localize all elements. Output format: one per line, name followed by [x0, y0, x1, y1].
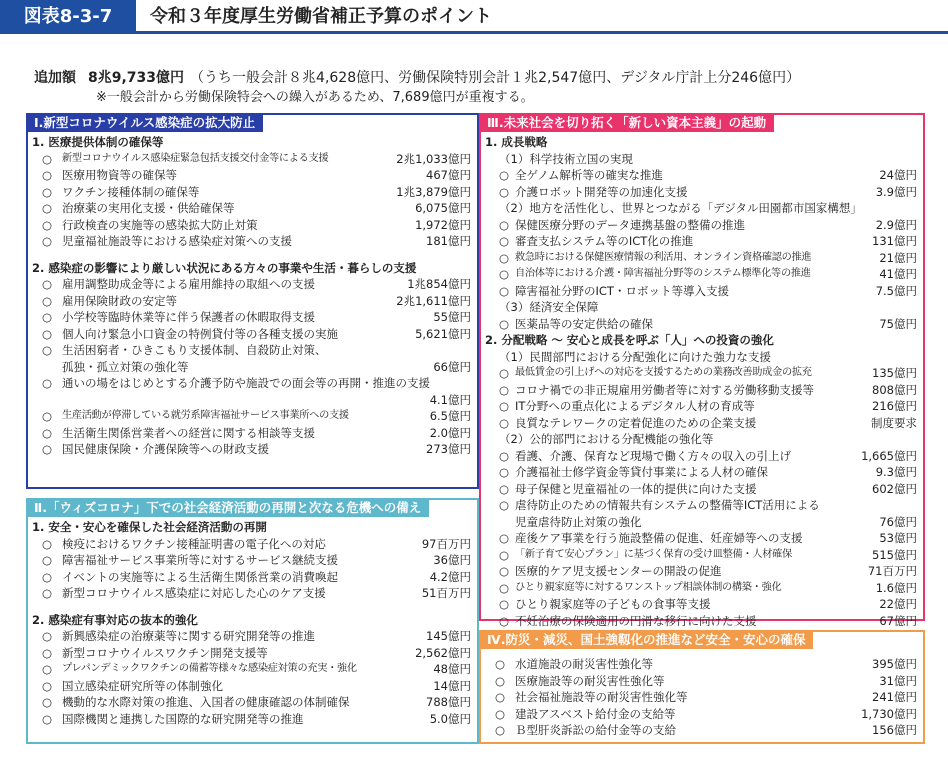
- item-amount: 6,075億円: [415, 201, 471, 215]
- item-amount: 145億円: [426, 629, 471, 643]
- item-text: 生産活動が停滞している就労系障害福祉サービス事業所への支援: [62, 410, 349, 421]
- item-amount: 7.5億円: [875, 283, 917, 298]
- subsection-heading: 2. 感染症の影響により厳しい状況にある方々の事業や生活・暮らしの支援: [32, 260, 417, 275]
- bullet-icon: ○: [42, 151, 53, 166]
- list-item: [32, 661, 471, 678]
- list-item: [485, 596, 917, 613]
- item-amount: 55億円: [433, 310, 471, 324]
- item-text: 機動的な水際対策の推進、入国者の健康確認の体制確保: [62, 695, 350, 709]
- list-item: [32, 342, 471, 375]
- item-text: 雇用調整助成金等による雇用維持の取組への支援: [62, 277, 315, 291]
- bullet-icon: ○: [42, 168, 53, 182]
- subsection-heading: 1. 成長戦略: [485, 135, 548, 149]
- bullet-icon: ○: [42, 234, 53, 248]
- list-item: [485, 266, 917, 283]
- list-item: [485, 184, 917, 201]
- bullet-icon: ○: [499, 267, 510, 281]
- item-amount: 9.3億円: [875, 465, 917, 479]
- bullet-icon: ○: [42, 343, 53, 357]
- item-text: Ｂ型肝炎訴訟の給付金等の支給: [515, 723, 676, 737]
- sub-heading: （1）科学技術立国の実現: [499, 151, 633, 166]
- bullet-icon: ○: [499, 481, 510, 496]
- bullet-icon: ○: [42, 326, 53, 341]
- bullet-icon: ○: [42, 629, 53, 643]
- list-item: [485, 547, 917, 564]
- item-amount: 156億円: [872, 723, 917, 737]
- item-text: 建設アスベスト給付金の支給等: [515, 706, 676, 721]
- bullet-icon: ○: [499, 465, 510, 479]
- total-note: ※一般会計から労働保険特会への繰入があるため、7,689億円が重複する。: [96, 90, 534, 105]
- item-amount: 216億円: [872, 399, 917, 413]
- list-item: [32, 628, 471, 645]
- item-amount: 273億円: [426, 442, 471, 456]
- item-text: 介護福祉士修学資金等貸付事業による人材の確保: [515, 465, 768, 479]
- list-item: [32, 233, 471, 250]
- item-amount: 602億円: [872, 481, 917, 496]
- item-text: 社会福祉施設等の耐災害性強化等: [515, 690, 688, 704]
- item-amount: 36億円: [433, 553, 471, 567]
- item-text: 母子保健と児童福祉の一体的提供に向けた支援: [515, 481, 757, 496]
- list-item: [485, 398, 917, 415]
- item-amount: 14億円: [433, 678, 471, 693]
- bullet-icon: ○: [42, 695, 53, 709]
- item-text: 介護ロボット開発等の加速化支援: [515, 184, 688, 199]
- bullet-icon: ○: [495, 723, 506, 737]
- bullet-icon: ○: [499, 283, 510, 298]
- item-text: プレパンデミックワクチンの備蓄等様々な感染症対策の充実・強化: [62, 663, 357, 674]
- item-amount: 71百万円: [867, 564, 917, 578]
- list-item: [32, 425, 471, 442]
- item-amount: 515億円: [872, 547, 917, 562]
- bullet-icon: ○: [42, 569, 53, 584]
- bullet-icon: ○: [42, 409, 53, 423]
- list-item: [32, 200, 471, 217]
- list-item: [32, 408, 471, 425]
- item-amount: 24億円: [879, 168, 917, 182]
- item-amount: 67億円: [879, 613, 917, 628]
- list-item: [32, 552, 471, 569]
- item-text: 「新子育て安心プラン」に基づく保育の受け皿整備・人材確保: [515, 548, 792, 560]
- item-amount: 1,730億円: [861, 706, 917, 721]
- item-text: イベントの実施等による生活衛生関係営業の消費喚起: [62, 569, 338, 584]
- bullet-icon: ○: [42, 293, 53, 308]
- item-amount: 788億円: [426, 695, 471, 709]
- subsection-heading: 2. 感染症有事対応の抜本的強化: [32, 612, 198, 627]
- list-item: [485, 167, 917, 184]
- item-amount: 51百万円: [421, 586, 471, 600]
- subsection-heading: 2. 分配戦略 ～ 安心と成長を呼ぶ「人」への投資の強化: [485, 333, 774, 347]
- bullet-icon: ○: [42, 645, 53, 660]
- item-amount: 1,665億円: [861, 448, 917, 463]
- item-text: 児童福祉施設等における感染症対策への支援: [62, 234, 292, 248]
- item-amount: 181億円: [426, 234, 471, 248]
- item-text: 国立感染症研究所等の体制強化: [62, 678, 223, 693]
- list-item: [32, 309, 471, 326]
- item-text: 障害福祉サービス事業所等に対するサービス継続支援: [62, 553, 338, 567]
- bullet-icon: ○: [499, 399, 510, 413]
- bullet-icon: ○: [499, 184, 510, 199]
- item-text: IT分野への重点化によるデジタル人材の育成等: [515, 399, 755, 413]
- list-item: [485, 217, 917, 234]
- item-row: [62, 392, 471, 409]
- bullet-icon: ○: [42, 217, 53, 232]
- list-item: [485, 580, 917, 597]
- list-item: [485, 464, 917, 481]
- bullet-icon: ○: [495, 706, 506, 721]
- list-item: [485, 365, 917, 382]
- item-text: 医薬品等の安定供給の確保: [515, 316, 653, 331]
- item-text: 生活困窮者・ひきこもり支援体制、自殺防止対策、: [62, 343, 327, 357]
- item-amount: 1.6億円: [875, 580, 917, 595]
- item-amount: 395億円: [872, 657, 917, 671]
- item-amount: 467億円: [426, 168, 471, 182]
- item-amount: 135億円: [872, 366, 917, 380]
- list-item: [485, 448, 917, 465]
- list-item: [32, 569, 471, 586]
- bullet-icon: ○: [495, 657, 506, 671]
- bullet-icon: ○: [495, 673, 506, 688]
- total-label: 追加額: [34, 70, 76, 86]
- item-text: 小学校等臨時休業等に伴う保護者の休暇取得支援: [62, 310, 315, 324]
- figure-number: 図表8-3-7: [0, 0, 136, 34]
- bullet-icon: ○: [499, 217, 510, 232]
- item-text: 虐待防止のための情報共有システムの整備等ICT活用による: [515, 498, 820, 512]
- bullet-icon: ○: [42, 586, 53, 600]
- bullet-icon: ○: [42, 425, 53, 440]
- bullet-icon: ○: [499, 531, 510, 545]
- bullet-icon: ○: [42, 662, 53, 676]
- list-item: [485, 613, 917, 630]
- item-amount: 22億円: [879, 597, 917, 611]
- list-item: [485, 673, 917, 690]
- list-item: [32, 678, 471, 695]
- total-summary: [34, 68, 800, 88]
- item-amount: 2,562億円: [415, 645, 471, 660]
- bullet-icon: ○: [42, 442, 53, 456]
- item-text: 医療用物資等の確保等: [62, 168, 177, 182]
- item-amount: 241億円: [872, 690, 917, 704]
- item-text: 治療薬の実用化支援・供給確保等: [62, 201, 235, 215]
- item-amount: 76億円: [879, 514, 917, 529]
- subsection-heading: 1. 安全・安心を確保した社会経済活動の再開: [32, 520, 267, 534]
- list-item: [485, 656, 917, 673]
- item-text: ワクチン接種体制の確保等: [62, 184, 200, 199]
- list-item: [485, 481, 917, 498]
- item-text: 良質なテレワークの定着促進のための企業支援: [515, 415, 757, 430]
- list-item: [485, 706, 917, 723]
- item-amount: 2.9億円: [875, 217, 917, 232]
- section-new-capitalism: [479, 113, 925, 628]
- item-text: 救急時における保健医療情報の利活用、オンライン資格確認の推進: [515, 251, 812, 263]
- bullet-icon: ○: [499, 234, 510, 248]
- bullet-icon: ○: [499, 597, 510, 611]
- item-amount: 5,621億円: [415, 326, 471, 341]
- item-amount: 1兆854億円: [407, 277, 471, 291]
- item-text: 全ゲノム解析等の確実な推進: [515, 168, 663, 182]
- bullet-icon: ○: [42, 536, 53, 551]
- item-text: 保健医療分野のデータ連携基盤の整備の推進: [515, 217, 745, 232]
- bullet-icon: ○: [499, 547, 510, 562]
- item-amount: 2兆1,033億円: [396, 151, 471, 166]
- list-item: [32, 645, 471, 662]
- item-amount: 31億円: [879, 673, 917, 688]
- bullet-icon: ○: [499, 168, 510, 182]
- section-title: Ⅲ.未来社会を切り拓く「新しい資本主義」の起動: [479, 113, 774, 132]
- list-item: [32, 711, 471, 728]
- list-item: [32, 694, 471, 711]
- item-text: 新型コロナウイルスワクチン開発支援等: [62, 645, 268, 660]
- section-title: Ⅳ.防災・減災、国土強靱化の推進など安全・安心の確保: [479, 630, 813, 649]
- bullet-icon: ○: [499, 316, 510, 331]
- item-amount: 131億円: [872, 234, 917, 248]
- bullet-icon: ○: [499, 498, 510, 512]
- sub-heading: （2）地方を活性化し、世界とつながる「デジタル田園都市国家構想」: [499, 201, 862, 215]
- list-item: [485, 530, 917, 547]
- bullet-icon: ○: [499, 580, 510, 595]
- item-amount: 4.2億円: [429, 569, 471, 584]
- bullet-icon: ○: [499, 448, 510, 463]
- item-amount: 48億円: [433, 662, 471, 676]
- item-amount: 2兆1,611億円: [396, 293, 471, 308]
- bullet-icon: ○: [42, 184, 53, 199]
- section-infection-prevention: [26, 113, 479, 489]
- bullet-icon: ○: [42, 711, 53, 726]
- bullet-icon: ○: [499, 382, 510, 397]
- sub-heading: （1）民間部門における分配強化に向けた強力な支援: [499, 349, 771, 364]
- item-row: [62, 359, 471, 376]
- list-item: [485, 563, 917, 580]
- bullet-icon: ○: [499, 613, 510, 628]
- bullet-icon: ○: [495, 690, 506, 704]
- item-body: [62, 375, 471, 408]
- item-text: 不妊治療の保険適用の円滑な移行に向けた支援: [515, 613, 757, 628]
- item-amount: 4.1億円: [429, 392, 471, 407]
- list-item: [485, 722, 917, 739]
- item-text: 検疫におけるワクチン接種証明書の電子化への対応: [62, 536, 326, 551]
- list-item: [485, 250, 917, 267]
- item-amount: 制度要求: [871, 415, 917, 430]
- item-amount: 75億円: [879, 316, 917, 331]
- section-disaster-prevention: [479, 630, 925, 744]
- item-amount: 5.0億円: [429, 711, 471, 726]
- section-title: Ⅰ.新型コロナウイルス感染症の拡大防止: [26, 113, 263, 132]
- item-amount: 97百万円: [421, 536, 471, 551]
- bullet-icon: ○: [499, 564, 510, 578]
- item-text: 通いの場をはじめとする介護予防や施設での面会等の再開・推進の支援: [62, 376, 430, 390]
- bullet-icon: ○: [499, 250, 510, 265]
- item-text: 水道施設の耐災害性強化等: [515, 657, 653, 671]
- item-text: 行政検査の実施等の感染拡大防止対策: [62, 217, 258, 232]
- item-amount: 1兆3,879億円: [396, 184, 471, 199]
- bullet-icon: ○: [42, 376, 53, 390]
- item-text: 看護、介護、保育など現場で働く方々の収入の引上げ: [515, 448, 791, 463]
- item-amount: 53億円: [879, 531, 917, 545]
- total-detail: （うち一般会計８兆4,628億円、労働保険特別会計１兆2,547億円、デジタル庁計上分246億円）: [190, 70, 801, 86]
- item-text: 産後ケア事業を行う施設整備の促進、妊産婦等への支援: [515, 531, 803, 545]
- list-item: [485, 415, 917, 432]
- bullet-icon: ○: [499, 415, 510, 430]
- item-body: [62, 342, 471, 375]
- figure-header: [0, 0, 948, 34]
- list-item: [485, 283, 917, 300]
- item-amount: 2.0億円: [429, 425, 471, 440]
- bullet-icon: ○: [499, 366, 510, 380]
- item-body: [515, 497, 917, 530]
- item-text: 医療的ケア児支援センターの開設の促進: [515, 564, 722, 578]
- item-amount: 41億円: [879, 267, 917, 281]
- item-row: [515, 514, 917, 531]
- item-amount: 808億円: [872, 382, 917, 397]
- item-amount: 3.9億円: [875, 184, 917, 199]
- item-text: 新型コロナウイルス感染症に対応した心のケア支援: [62, 586, 326, 600]
- list-item: [485, 689, 917, 706]
- list-item: [32, 151, 471, 168]
- total-amount: 8兆9,733億円: [88, 70, 185, 86]
- section-with-corona: [26, 498, 479, 744]
- item-text: 医療施設等の耐災害性強化等: [515, 673, 665, 688]
- item-text: 自治体等における介護・障害福祉分野等のシステム標準化等の推進: [515, 268, 811, 279]
- item-text: 生活衛生関係営業者への経営に関する相談等支援: [62, 425, 315, 440]
- item-text: 国際機関と連携した国際的な研究開発等の推進: [62, 711, 304, 726]
- item-text: 児童虐待防止対策の強化: [515, 514, 642, 529]
- bullet-icon: ○: [42, 678, 53, 693]
- bullet-icon: ○: [42, 310, 53, 324]
- item-text: 最低賃金の引上げへの対応を支援するための業務改善助成金の拡充: [515, 367, 812, 378]
- list-item: [485, 233, 917, 250]
- list-item: [485, 497, 917, 530]
- list-item: [32, 441, 471, 458]
- item-text: 国民健康保険・介護保険等への財政支援: [62, 442, 269, 456]
- item-amount: 1,972億円: [415, 217, 471, 232]
- item-text: 個人向け緊急小口資金の特例貸付等の各種支援の実施: [62, 326, 338, 341]
- list-item: [32, 326, 471, 343]
- item-amount: 21億円: [879, 250, 917, 265]
- item-text: 審査支払システム等のICT化の推進: [515, 234, 694, 248]
- item-text: ひとり親家庭等の子どもの食事等支援: [515, 597, 711, 611]
- list-item: [32, 276, 471, 293]
- list-item: [485, 316, 917, 333]
- item-text: 新型コロナウイルス感染症緊急包括支援交付金等による支援: [62, 152, 329, 164]
- item-text: 障害福祉分野のICT・ロボット等導入支援: [515, 283, 729, 298]
- list-item: [32, 536, 471, 553]
- list-item: [485, 382, 917, 399]
- sub-heading: （2）公的部門における分配機能の強化等: [499, 432, 714, 446]
- page-title: 令和３年度厚生労働省補正予算のポイント: [150, 6, 492, 27]
- bullet-icon: ○: [42, 553, 53, 567]
- section-title: Ⅱ.「ウィズコロナ」下での社会経済活動の再開と次なる危機への備え: [26, 498, 429, 517]
- bullet-icon: ○: [42, 277, 53, 291]
- item-text: ひとり親家庭等に対するワンストップ相談体制の構築・強化: [515, 581, 782, 593]
- list-item: [32, 375, 471, 408]
- item-text: 孤独・孤立対策の強化等: [62, 359, 189, 374]
- subsection-heading: 1. 医療提供体制の確保等: [32, 135, 164, 149]
- list-item: [32, 217, 471, 234]
- list-item: [32, 167, 471, 184]
- bullet-icon: ○: [42, 201, 53, 215]
- item-text: 新興感染症の治療薬等に関する研究開発等の推進: [62, 629, 315, 643]
- item-amount: 6.5億円: [429, 409, 471, 423]
- list-item: [32, 585, 471, 602]
- list-item: [32, 293, 471, 310]
- sub-heading: （3）経済安全保障: [499, 300, 599, 314]
- item-amount: 66億円: [433, 359, 471, 374]
- item-text: コロナ禍での非正規雇用労働者等に対する労働移動支援等: [515, 382, 814, 397]
- list-item: [32, 184, 471, 201]
- item-text: 雇用保険財政の安定等: [62, 293, 177, 308]
